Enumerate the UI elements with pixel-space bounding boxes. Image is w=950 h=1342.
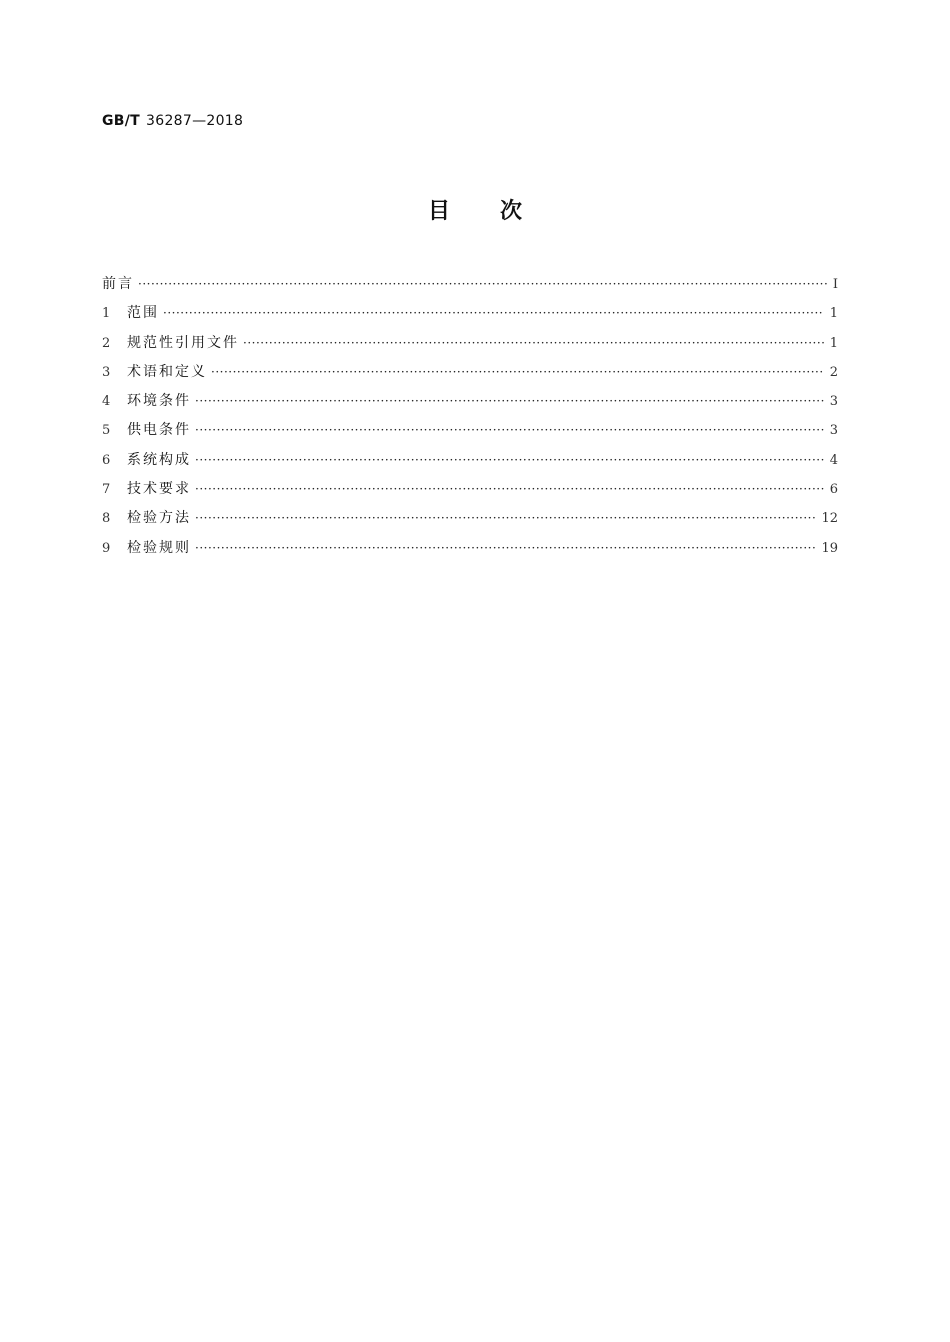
toc-entry-label: 技术要求 [127,481,191,498]
toc-entry-page: 1 [829,335,838,351]
standard-number [102,113,243,129]
toc-entry-page: 2 [829,364,838,380]
toc-leader-dots [138,270,827,299]
toc-leader-dots [243,329,824,358]
toc-leader-dots [211,358,824,387]
toc-entry-test-methods[interactable] [102,504,838,533]
toc-leader-dots [195,534,815,563]
toc-entry-label: 系统构成 [127,451,191,468]
toc-entry-page: 19 [821,540,838,556]
toc-leader-dots [195,416,824,445]
toc-entry-inspection-rules[interactable] [102,534,838,563]
table-of-contents [102,270,838,563]
toc-entry-label: 规范性引用文件 [127,334,239,351]
toc-title: 目次 [427,199,572,224]
toc-entry-number: 8 [102,511,111,527]
toc-entry-power-supply-conditions[interactable] [102,416,838,445]
toc-entry-label: 环境条件 [127,393,191,410]
toc-entry-foreword[interactable] [102,270,838,299]
toc-leader-dots [195,475,824,504]
toc-entry-technical-requirements[interactable] [102,475,838,504]
toc-entry-page: 3 [829,423,838,439]
toc-entry-number: 3 [102,364,111,380]
standard-code-number: 36287—2018 [146,113,244,129]
toc-entry-number: 9 [102,540,111,556]
toc-entry-number: 5 [102,423,111,439]
toc-entry-number: 4 [102,394,111,410]
toc-entry-label: 检验方法 [127,510,191,527]
toc-leader-dots [163,299,824,328]
toc-entry-environment-conditions[interactable] [102,387,838,416]
toc-entry-number: 2 [102,335,111,351]
toc-entry-page: 3 [829,394,838,410]
toc-entry-label: 术语和定义 [127,363,207,380]
toc-entry-label: 供电条件 [127,422,191,439]
standard-code-prefix: GB/T [102,113,141,129]
toc-leader-dots [195,446,824,475]
toc-entry-number: 7 [102,482,111,498]
toc-entry-number: 1 [102,306,111,322]
toc-entry-page: 4 [829,452,838,468]
toc-entry-normative-references[interactable] [102,329,838,358]
toc-entry-page: 6 [829,482,838,498]
toc-entry-scope[interactable] [102,299,838,328]
toc-entry-page: 1 [829,306,838,322]
toc-leader-dots [195,387,824,416]
toc-leader-dots [195,504,815,533]
toc-entry-label: 检验规则 [127,539,191,556]
toc-entry-label: 范围 [127,305,159,322]
toc-entry-system-composition[interactable] [102,446,838,475]
toc-entry-page: 12 [821,511,838,527]
toc-entry-page: Ⅰ [832,277,838,292]
toc-entry-label: 前言 [102,276,134,292]
toc-entry-number: 6 [102,452,111,468]
toc-entry-terms-definitions[interactable] [102,358,838,387]
